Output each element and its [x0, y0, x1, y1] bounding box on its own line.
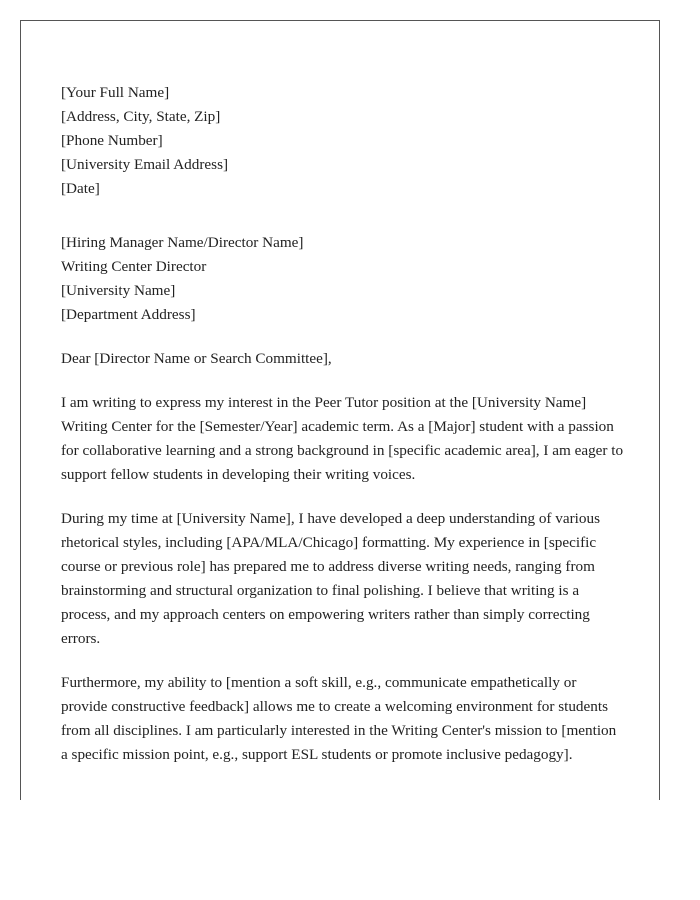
body-paragraph-1: I am writing to express my interest in the Peer Tutor position at the [University Name] Writing Center for the [Semester/Year] academic term. As a [Major] student with a passion for collaborative learning and a strong background in [specific academic area], I am eager to support fellow students in developing their writing voices.: [61, 394, 624, 483]
sender-name: [Your Full Name]: [61, 84, 170, 101]
sender-phone: [Phone Number]: [61, 132, 163, 149]
sender-email: [University Email Address]: [61, 156, 229, 173]
letter-body: [61, 81, 626, 767]
recipient-university: [University Name]: [61, 282, 176, 299]
sender-address: [Address, City, State, Zip]: [61, 108, 221, 125]
letter-date: [Date]: [61, 180, 100, 197]
recipient-block: [61, 231, 626, 327]
body-paragraph-3: Furthermore, my ability to [mention a soft skill, e.g., communicate empathetically or provide constructive feedback] allows me to create a welcoming environment for students from all disciplines. I am particularly interested in the Writing Center's mission to [mention a specific mission point, e.g., support ESL students or promote inclusive pedagogy].: [61, 674, 617, 763]
recipient-department: [Department Address]: [61, 306, 196, 323]
body-paragraph-2: During my time at [University Name], I have developed a deep understanding of various rhetorical styles, including [APA/MLA/Chicago] formatting. My experience in [specific course or previous role] has prepared me to address diverse writing needs, ranging from brainstorming and structural organization to final polishing. I believe that writing is a process, and my approach centers on empowering writers rather than simply correcting errors.: [61, 510, 600, 647]
recipient-title: Writing Center Director: [61, 258, 207, 275]
salutation: Dear [Director Name or Search Committee],: [61, 350, 332, 367]
letter-page: [20, 20, 660, 800]
recipient-name: [Hiring Manager Name/Director Name]: [61, 234, 304, 251]
sender-block: [61, 81, 626, 201]
